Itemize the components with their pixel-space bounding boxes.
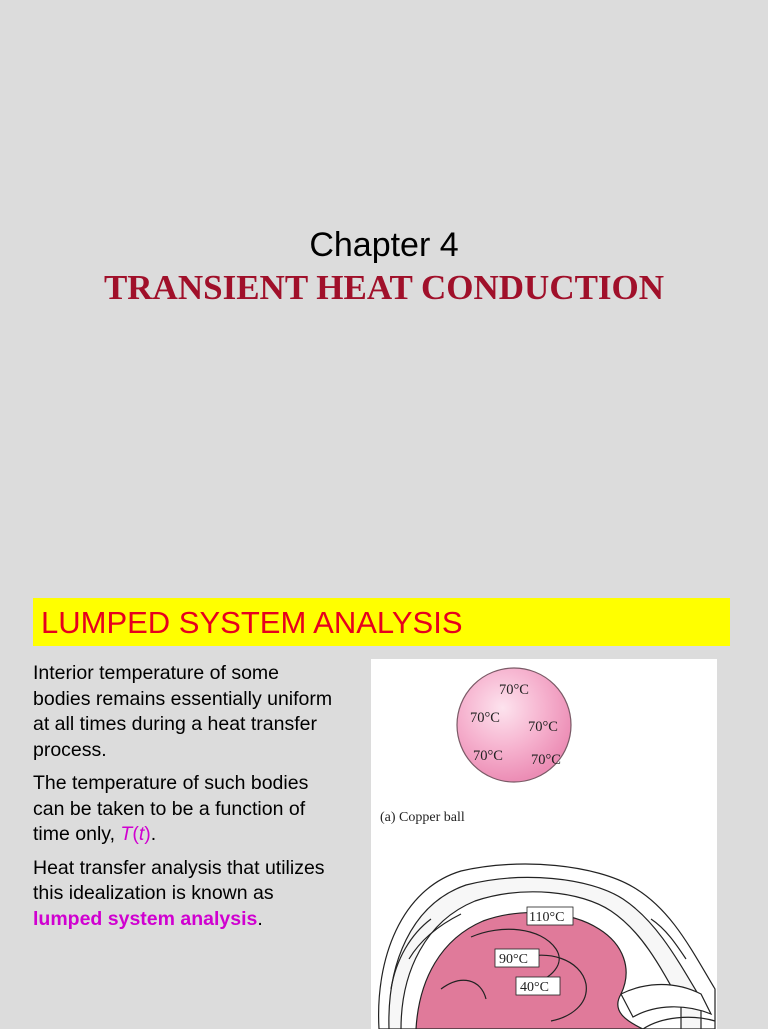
roast-temp-2: 90°C xyxy=(499,952,528,967)
paragraph-3-end: . xyxy=(257,907,263,930)
paragraph-1: Interior temperature of some bodies remains essentially uniform at all times during a heat transfer process. xyxy=(33,662,333,761)
section-heading: LUMPED SYSTEM ANALYSIS xyxy=(41,605,463,640)
paren-open: ( xyxy=(132,823,139,845)
section-banner xyxy=(33,598,730,646)
lumped-system-highlight: lumped system analysis xyxy=(33,907,258,930)
paragraph-3-lead: Heat transfer analysis that utilizes this idealization is known as xyxy=(33,856,325,904)
figure-caption: (a) Copper ball xyxy=(380,810,465,825)
paragraph-2-end: . xyxy=(150,823,157,845)
ball-temp-1: 70°C xyxy=(499,682,529,698)
paragraph-3 xyxy=(33,856,333,933)
chapter-title: TRANSIENT HEAT CONDUCTION xyxy=(103,268,665,307)
roast-beef-drawing xyxy=(379,864,715,1029)
paragraph-2 xyxy=(33,771,333,848)
roast-temp-1: 110°C xyxy=(529,910,565,925)
figure-panel xyxy=(371,659,717,1029)
roast-temp-3: 40°C xyxy=(520,980,549,995)
ball-temp-3: 70°C xyxy=(528,719,558,735)
time-symbol: t xyxy=(138,823,145,845)
chapter-number: Chapter 4 xyxy=(309,226,459,264)
ball-temp-4: 70°C xyxy=(473,748,503,764)
body-text xyxy=(33,661,333,940)
ball-temp-2: 70°C xyxy=(470,710,500,726)
figure-illustration xyxy=(371,659,717,1029)
temperature-symbol: T xyxy=(120,823,133,845)
paren-close: ) xyxy=(144,823,151,845)
temperature-function xyxy=(120,823,150,845)
paragraph-2-lead: The temperature of such bodies can be taken to be a function of time only, xyxy=(33,772,309,845)
ball-temp-5: 70°C xyxy=(531,752,561,768)
